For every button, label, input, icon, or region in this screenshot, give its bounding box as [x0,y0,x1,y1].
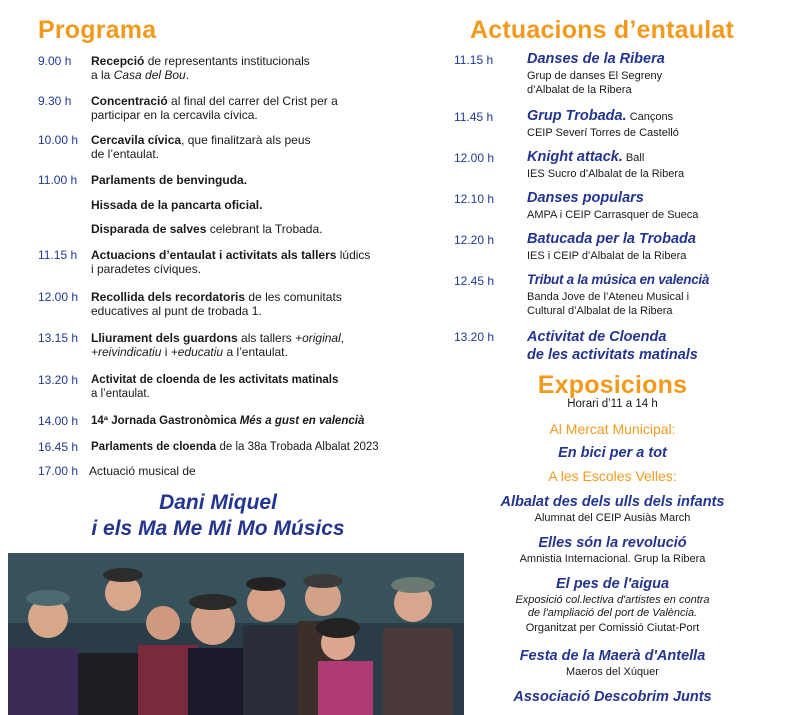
venue-label: A les Escoles Velles: [548,468,677,484]
time-label: 11.00 h [38,173,78,187]
expo-subtitle: Organitzat per Comissió Ciutat-Port [525,622,700,634]
time-label: 12.00 h [38,290,79,304]
time-label: 11.15 h [38,248,78,262]
act-title: Danses populars [527,190,644,206]
time-label: 13.15 h [38,331,79,345]
time-label: 14.00 h [38,414,79,428]
band-name: Dani Miquel i els Ma Me Mi Mo Músics [91,491,345,540]
act-subtitle: IES i CEIP d’Albalat de la Ribera [527,250,687,262]
actuacions-heading: Actuacions d’entaulat [470,16,734,44]
act-title: Danses de la Ribera [527,51,665,67]
act-subtitle: Grup de danses El Segreny d’Albalat de la Ribera [527,70,663,96]
program-item: Disparada de salves celebrant la Trobada. [91,222,323,236]
exposicions-heading: Exposicions [537,371,688,399]
time-label: 10.00 h [38,133,79,147]
act-title: Knight attack. Ball [527,149,645,165]
act-title: Activitat de Cloenda de les activitats matinals [527,329,698,363]
expo-subtitle: Exposició col.lectiva d'artistes en contra de l'ampliació del port de València. [515,594,710,619]
venue-label: Al Mercat Municipal: [549,421,676,437]
time-label: 16.45 h [38,440,79,454]
program-item: Actuacions d’entaulat i activitats als tallers lúdics i paradetes cíviques. [91,248,371,276]
program-item: Actuació musical de [89,464,196,478]
time-label: 11.15 h [454,53,494,67]
program-item: Parlaments de cloenda de la 38a Trobada Albalat 2023 [91,441,379,453]
act-subtitle: IES Sucro d’Albalat de la Ribera [527,168,685,180]
program-item: Recepció de representants institucionals a la Casa del Bou. [91,54,310,82]
act-subtitle: AMPA i CEIP Carrasquer de Sueca [527,209,699,221]
expo-title: El pes de l'aigua [555,576,670,592]
act-subtitle: CEIP Severí Torres de Castelló [527,127,679,139]
program-item: Parlaments de benvinguda. [91,173,248,187]
time-label: 9.00 h [38,54,72,68]
act-title: Batucada per la Trobada [527,231,696,247]
program-item: Hissada de la pancarta oficial. [91,198,263,212]
expo-title: Elles són la revolució [538,535,687,551]
program-item: Recollida dels recordatoris de les comunitats educatives al punt de trobada 1. [91,290,342,318]
expo-subtitle: Alumnat del CEIP Ausiàs March [534,512,691,524]
act-title: Grup Trobada. Cançons [527,108,674,124]
expo-subtitle: Maeros del Xúquer [566,666,659,678]
time-label: 13.20 h [454,330,495,344]
time-label: 12.20 h [454,233,495,247]
program-item: 14ª Jornada Gastronòmica Més a gust en valencià [91,415,365,427]
expo-title: Associació Descobrim Junts [513,689,712,705]
expo-title: En bici per a tot [558,445,667,461]
band-photo [8,553,464,715]
time-label: 12.10 h [454,192,495,206]
time-label: 9.30 h [38,94,72,108]
expo-title: Albalat des dels ulls dels infants [500,494,725,510]
time-label: 11.45 h [454,110,494,124]
program-item: Lliurament dels guardons als tallers +original, +reivindicatiu i +educatiu a l’entaulat. [91,331,345,359]
time-label: 17.00 h [38,464,79,478]
band-photo-illustration [8,553,464,715]
act-subtitle: Banda Jove de l’Ateneu Musical i Cultural d’Albalat de la Ribera [527,291,690,317]
program-item: Concentració al final del carrer del Crist per a participar en la cercavila cívica. [91,94,338,122]
program-item: Cercavila cívica, que finalitzarà als peus de l’entaulat. [91,133,311,161]
programa-heading: Programa [38,16,157,44]
time-label: 13.20 h [38,373,79,387]
expo-title: Festa de la Maerà d'Antella [519,648,706,664]
expo-subtitle: Amnistia Internacional. Grup la Ribera [519,553,706,565]
time-label: 12.00 h [454,151,495,165]
expo-hours: Horari d’11 a 14 h [567,398,658,410]
time-label: 12.45 h [454,274,495,288]
program-item: Activitat de cloenda de les activitats matinals a l’entaulat. [91,374,339,400]
act-title: Tribut a la música en valencià [527,272,710,287]
